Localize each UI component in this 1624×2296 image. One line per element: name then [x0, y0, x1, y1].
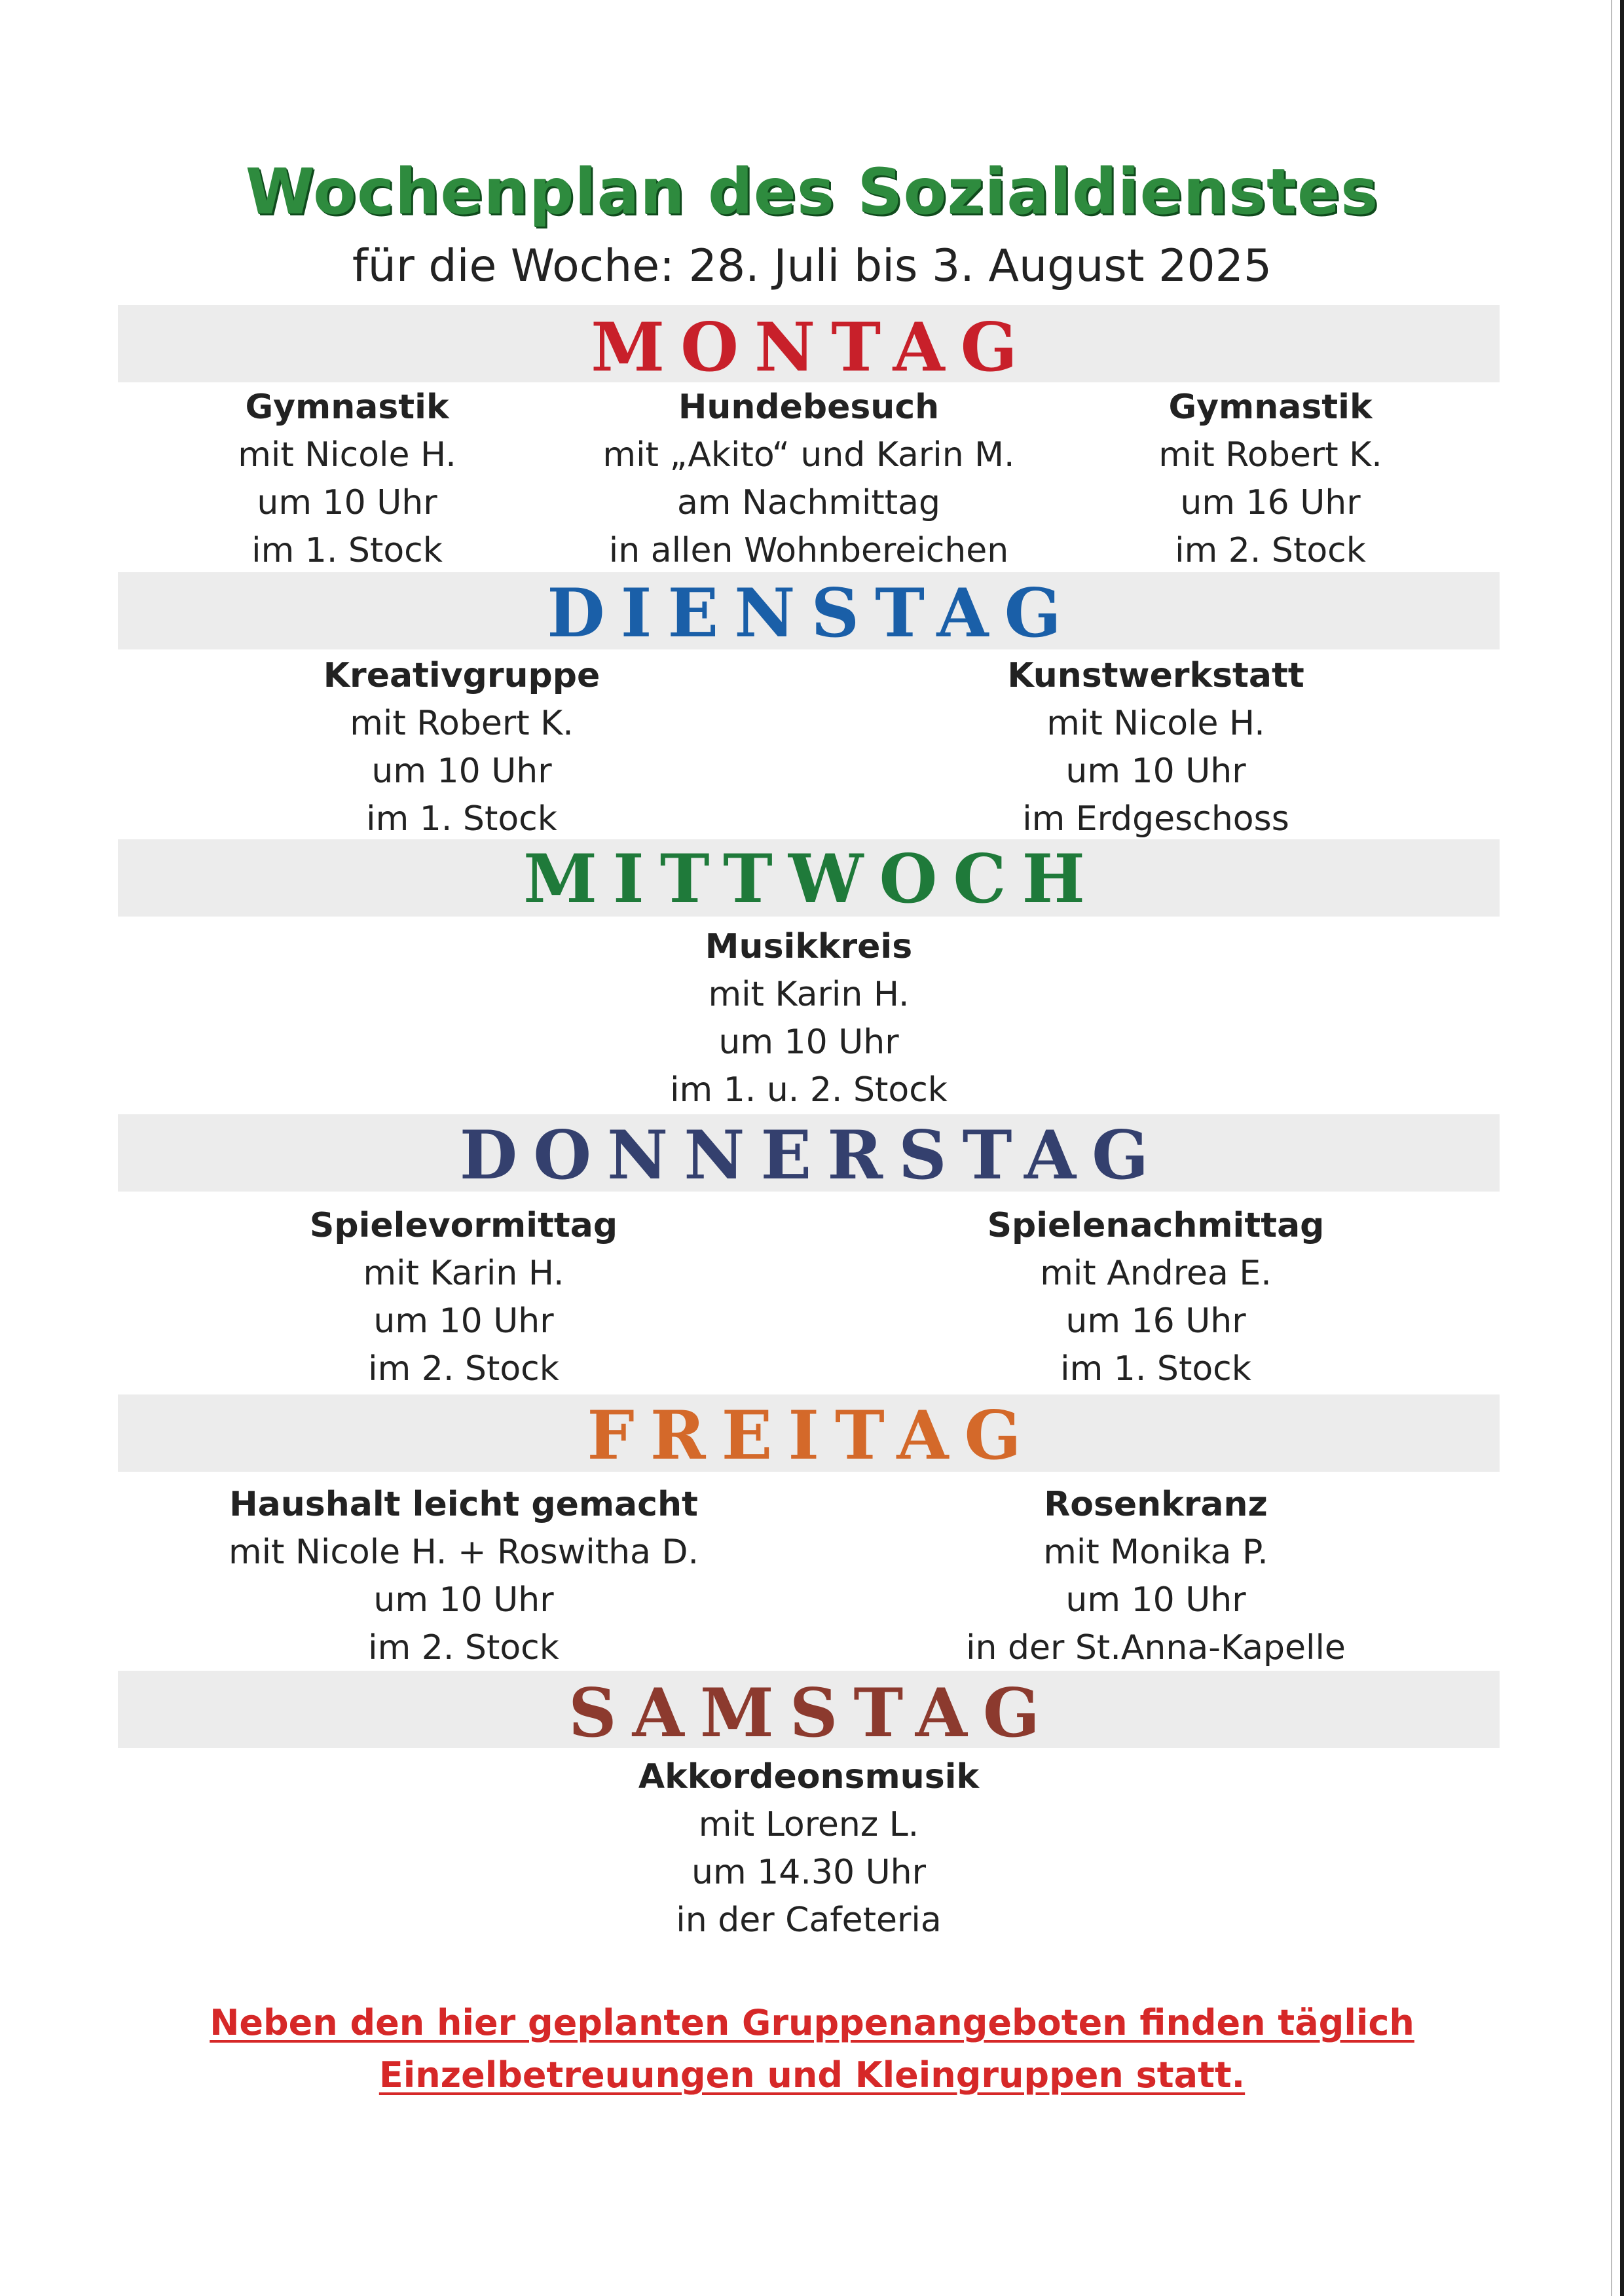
event-title: Gymnastik — [245, 388, 449, 427]
event-person: mit Nicole H. — [238, 435, 456, 475]
event-title: Rosenkranz — [1044, 1485, 1268, 1524]
event-samstag-1 — [540, 1753, 1077, 1944]
event-location: in allen Wohnbereichen — [608, 531, 1009, 570]
event-time: um 10 Uhr — [1065, 1580, 1246, 1620]
event-person: mit Robert K. — [350, 704, 574, 743]
day-heading-mittwoch: MITTWOCH — [523, 840, 1101, 919]
event-person: mit Nicole H. + Roswitha D. — [228, 1533, 699, 1572]
event-location: in der St.Anna-Kapelle — [966, 1628, 1346, 1667]
event-person: mit „Akito“ und Karin M. — [602, 435, 1015, 475]
event-montag-1 — [79, 384, 616, 575]
event-title: Musikkreis — [705, 927, 913, 966]
day-heading-freitag: FREITAG — [587, 1396, 1037, 1475]
event-location: im 2. Stock — [368, 1628, 559, 1667]
event-person: mit Lorenz L. — [698, 1805, 919, 1844]
event-person: mit Karin H. — [363, 1254, 564, 1293]
event-person: mit Monika P. — [1043, 1533, 1268, 1572]
event-title: Spielevormittag — [309, 1206, 618, 1245]
day-heading-donnerstag: DONNERSTAG — [459, 1116, 1165, 1195]
event-person: mit Karin H. — [708, 975, 910, 1014]
event-time: um 10 Uhr — [257, 483, 437, 522]
footer-line-2: Einzelbetreuungen und Kleingruppen statt. — [378, 2054, 1246, 2096]
event-dienstag-1 — [193, 652, 730, 843]
event-donnerstag-2 — [887, 1202, 1424, 1393]
event-time: um 10 Uhr — [718, 1023, 899, 1062]
event-title: Kunstwerkstatt — [1007, 656, 1304, 695]
event-time: um 16 Uhr — [1180, 483, 1361, 522]
event-time: um 10 Uhr — [373, 1580, 554, 1620]
day-heading-samstag: SAMSTAG — [568, 1674, 1056, 1753]
day-heading-dienstag: DIENSTAG — [547, 574, 1077, 653]
event-location: im Erdgeschoss — [1022, 799, 1289, 839]
week-subtitle: für die Woche: 28. Juli bis 3. August 2025 — [352, 240, 1272, 292]
event-location: im 1. u. 2. Stock — [670, 1070, 948, 1110]
event-person: mit Andrea E. — [1040, 1254, 1272, 1293]
event-mittwoch-1 — [540, 923, 1077, 1114]
event-freitag-2 — [887, 1481, 1424, 1672]
event-location: im 1. Stock — [366, 799, 557, 839]
event-montag-2 — [540, 384, 1077, 575]
event-dienstag-2 — [887, 652, 1424, 843]
event-person: mit Nicole H. — [1046, 704, 1265, 743]
event-time: um 10 Uhr — [371, 752, 552, 791]
event-time: am Nachmittag — [676, 483, 941, 522]
event-donnerstag-1 — [195, 1202, 732, 1393]
event-title: Hundebesuch — [678, 388, 940, 427]
event-title: Haushalt leicht gemacht — [229, 1485, 698, 1524]
event-title: Gymnastik — [1168, 388, 1373, 427]
event-title: Akkordeonsmusik — [638, 1757, 980, 1796]
event-location: im 2. Stock — [1175, 531, 1366, 570]
event-title: Spielenachmittag — [987, 1206, 1325, 1245]
event-title: Kreativgruppe — [323, 656, 600, 695]
page-title: Wochenplan des Sozialdienstes — [245, 155, 1379, 228]
event-montag-3 — [1002, 384, 1539, 575]
day-heading-montag: MONTAG — [591, 308, 1033, 387]
event-time: um 10 Uhr — [373, 1302, 554, 1341]
event-time: um 10 Uhr — [1065, 752, 1246, 791]
event-location: im 1. Stock — [1060, 1349, 1251, 1389]
event-time: um 14.30 Uhr — [692, 1853, 926, 1892]
event-freitag-1 — [195, 1481, 732, 1672]
footer-line-1: Neben den hier geplanten Gruppenangeboten finden täglich — [210, 2002, 1414, 2043]
event-location: im 2. Stock — [368, 1349, 559, 1389]
footer-note — [0, 1997, 1624, 2102]
event-person: mit Robert K. — [1158, 435, 1382, 475]
event-time: um 16 Uhr — [1065, 1302, 1246, 1341]
event-location: im 1. Stock — [251, 531, 443, 570]
event-location: in der Cafeteria — [676, 1901, 942, 1940]
